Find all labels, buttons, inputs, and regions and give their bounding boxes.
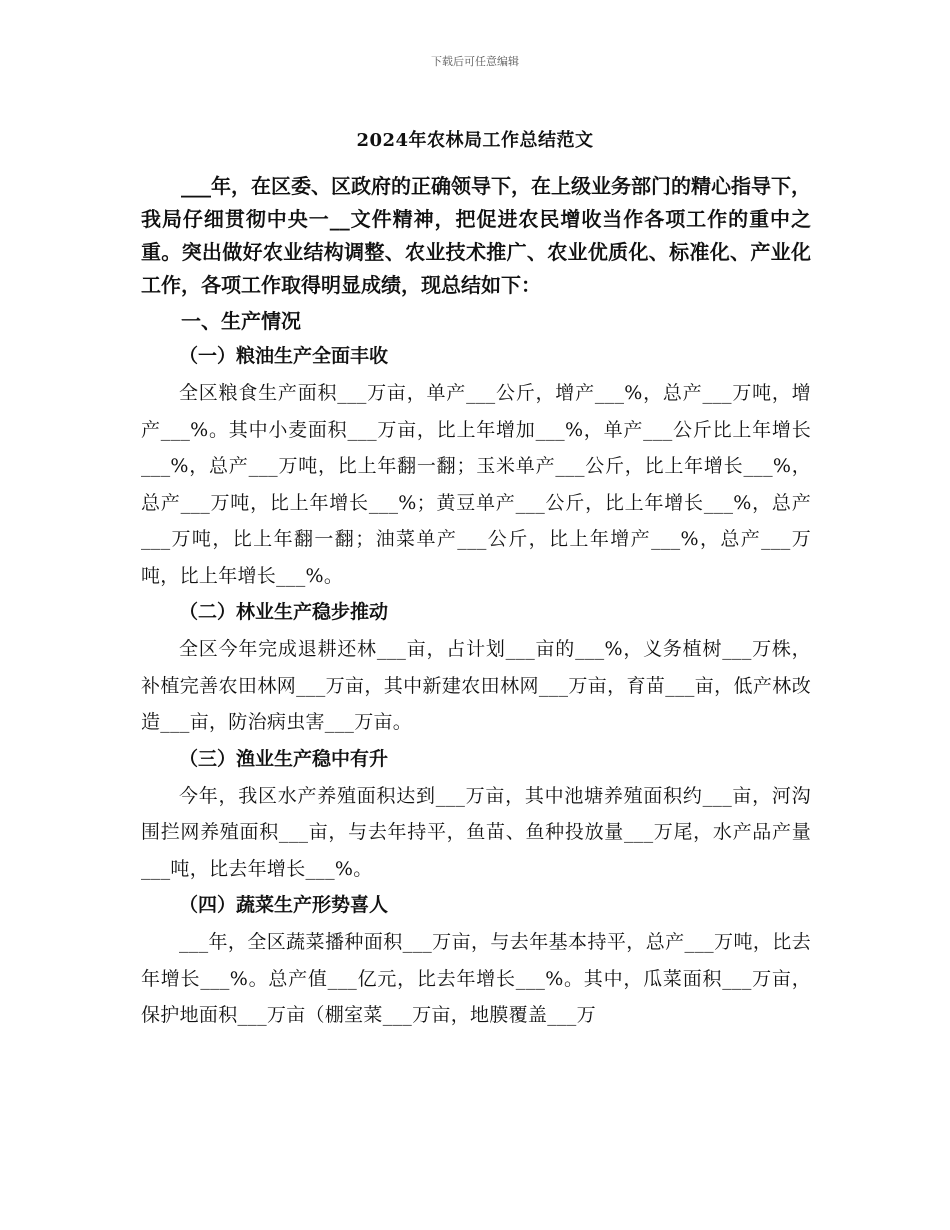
paragraph-forestry: 全区今年完成退耕还林___亩，占计划___亩的___%，义务植树___万株，补植完善农田林网___万亩，其中新建农田林网___万亩，育苗___亩，低产林改造___亩，防治病虫害___万亩。 bbox=[141, 638, 811, 733]
page-title: 2024年农林局工作总结范文 bbox=[356, 130, 594, 151]
subsection-heading-forestry: （二）林业生产稳步推动 bbox=[179, 601, 389, 623]
paragraph-grain-oil: 全区粮食生产面积___万亩，单产___公斤，增产___%，总产___万吨，增产___%。其中小麦面积___万亩，比上年增加___%，单产___公斤比上年增长___%，总产___万吨，比上年翻一翻；玉米单产___公斤，比上年增长___%，总产___万吨，比上年增长___%；黄豆单产___公斤，比上年增长___%，总产___万吨，比上年翻一翻；油菜单产___公斤，比上年增产___%，总产___万吨，比上年增长___%。 bbox=[141, 382, 811, 587]
section-heading-production: 一、生产情况 bbox=[181, 309, 301, 333]
paragraph-vegetables: ___年，全区蔬菜播种面积___万亩，与去年基本持平，总产___万吨，比去年增长___%。总产值___亿元，比去年增长___%。其中，瓜菜面积___万亩，保护地面积___万亩（棚室菜___万亩，地膜覆盖___万 bbox=[141, 931, 811, 1026]
paragraph-fishery: 今年，我区水产养殖面积达到___万亩，其中池塘养殖面积约___亩，河沟围拦网养殖面积___亩，与去年持平，鱼苗、鱼种投放量___万尾，水产品产量___吨，比去年增长___%。 bbox=[141, 784, 811, 880]
intro-paragraph: ___年，在区委、区政府的正确领导下，在上级业务部门的精心指导下，我局仔细贯彻中央一__文件精神，把促进农民增收当作各项工作的重中之重。突出做好农业结构调整、农业技术推广、农业优质化、标准化、产业化工作，各项工作取得明显成绩，现总结如下： bbox=[141, 174, 811, 297]
document-body bbox=[141, 170, 811, 1034]
subsection-heading-grain-oil: （一）粮油生产全面丰收 bbox=[179, 345, 389, 367]
header-note: 下载后可任意编辑 bbox=[431, 55, 519, 68]
subsection-heading-vegetables: （四）蔬菜生产形势喜人 bbox=[179, 894, 389, 916]
subsection-heading-fishery: （三）渔业生产稳中有升 bbox=[179, 747, 389, 770]
